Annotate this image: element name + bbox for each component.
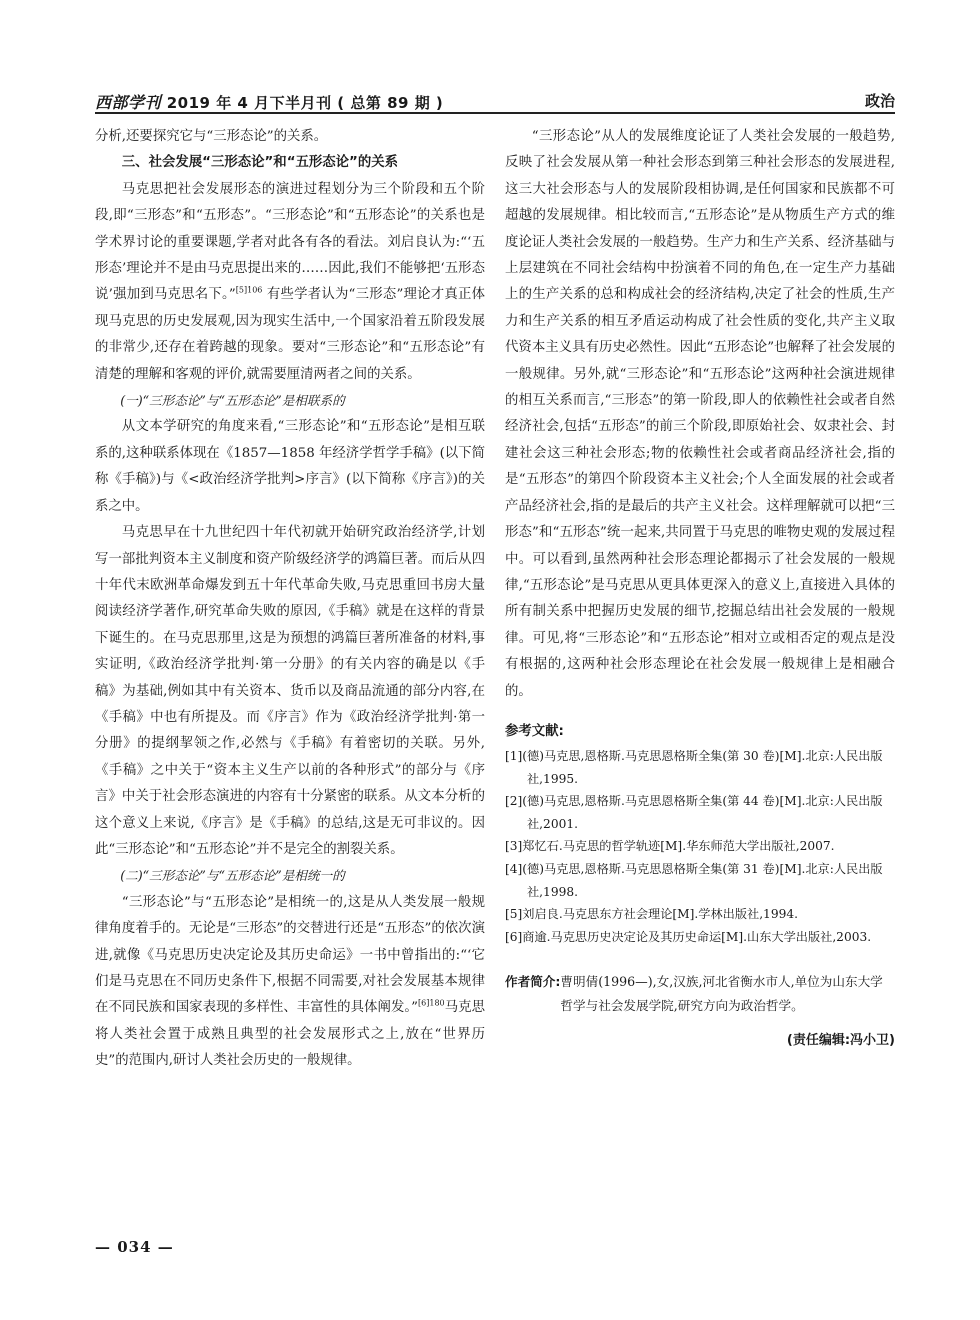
- reference-item: [3]郑忆石.马克思的哲学轨迹[M].华东师范大学出版社,2007.: [505, 839, 835, 854]
- paragraph: 从文本学研究的角度来看,“三形态论”和“五形态论”是相互联系的,这种联系体现在《1857—1858 年经济学哲学手稿》(以下简称《手稿》)与《<政治经济学批判>序言》(以下简称《序言》)的关系之中。: [95, 419, 485, 514]
- header-rule: [95, 112, 895, 114]
- paragraph-text: 马克思把社会发展形态的演进过程划分为三个阶段和五个阶段,即“三形态”和“五形态”。“三形态论”和“五形态论”的关系也是学术界讨论的重要课题,学者对此各有各的看法。刘启良认为:“‘五形态’理论并不是由马克思提出来的……因此,我们不能够把‘五形态说’强加到马克思名下。”: [95, 181, 485, 303]
- reference-item: [4](德)马克思,恩格斯.马克思恩格斯全集(第 31 卷)[M].北京:人民出版社,1998.: [505, 861, 883, 899]
- reference-item: [5]刘启良.马克思东方社会理论[M].学林出版社,1994.: [505, 907, 798, 922]
- reference-item: [6]商逾.马克思历史决定论及其历史命运[M].山东大学出版社,2003.: [505, 929, 872, 944]
- references-list: [505, 745, 895, 948]
- journal-issue-line: [95, 90, 443, 113]
- author-bio-label: 作者简介:: [505, 974, 561, 990]
- section-heading: 三、社会发展“三形态论”和“五形态论”的关系: [121, 155, 399, 171]
- subsection-heading: (一)“三形态论”与“五形态论”是相联系的: [120, 393, 345, 409]
- right-column: [505, 124, 895, 1055]
- reference-item: [1](德)马克思,恩格斯.马克思恩格斯全集(第 30 卷)[M].北京:人民出版社,1995.: [505, 748, 883, 786]
- issue-info: 2019 年 4 月下半月刊 ( 总第 89 期 ): [161, 94, 444, 112]
- journal-logo: 西部学刊: [95, 93, 162, 112]
- responsible-editor: (责任编辑:冯小卫): [786, 1033, 895, 1049]
- left-column: [95, 124, 485, 1075]
- citation-mark: [6]180: [418, 998, 445, 1008]
- paragraph: [95, 890, 485, 1075]
- references-title: 参考文献:: [505, 723, 564, 739]
- author-bio: [505, 970, 895, 1018]
- paragraph: [95, 177, 485, 388]
- paragraph: 马克思早在十九世纪四十年代初就开始研究政治经济学,计划写一部批判资本主义制度和资产阶级经济学的鸿篇巨著。而后从四十年代末欧洲革命爆发到五十年代革命失败,马克思重回书房大量阅读经济学著作,研究革命失败的原因,《手稿》就是在这样的背景下诞生的。在马克思那里,这是为预想的鸿篇巨著所准备的材料,事实证明,《政治经济学批判·第一分册》的有关内容的确是以《手稿》为基础,例如其中有关资本、货币以及商品流通的部分内容,在《手稿》中也有所提及。而《序言》作为《政治经济学批判·第一分册》的提纲挈领之作,必然与《手稿》有着密切的关联。另外,《手稿》之中关于“资本主义生产以前的各种形式”的部分与《序言》中关于社会形态演进的内容有十分紧密的联系。从文本分析的这个意义上来说,《序言》是《手稿》的总结,这是无可非议的。因此“三形态论”和“五形态论”并不是完全的割裂关系。: [95, 525, 485, 857]
- author-bio-text: 曹明倩(1996—),女,汉族,河北省衡水市人,单位为山东大学哲学与社会发展学院,研究方向为政治哲学。: [560, 974, 883, 1014]
- paragraph-text: 有些学者认为“三形态”理论才真正体现马克思的历史发展观,因为现实生活中,一个国家沿着五阶段发展的非常少,还存在着跨越的现象。要对“三形态论”和“五形态论”有清楚的理解和客观的评价,就需要厘清两者之间的关系。: [95, 287, 486, 382]
- paragraph-text: 马克思将人类社会置于成熟且典型的社会发展形式之上,放在“世界历史”的范围内,研讨人类社会历史的一般规律。: [95, 1000, 485, 1069]
- citation-mark: [5]106: [235, 285, 263, 295]
- paragraph-text: “三形态论”与“五形态论”是相统一的,这是从人类发展一般规律角度着手的。无论是“三形态”的交替进行还是“五形态”的依次演进,就像《马克思历史决定论及其历史命运》一书中曾指出的:“‘它们是马克思在不同历史条件下,根据不同需要,对社会发展基本规律在不同民族和国家表现的多样性、丰富性的具体阐发。”: [95, 894, 485, 1016]
- reference-item: [2](德)马克思,恩格斯.马克思恩格斯全集(第 44 卷)[M].北京:人民出版社,2001.: [505, 794, 883, 831]
- section-name: 政治: [864, 92, 895, 110]
- paragraph: “三形态论”从人的发展维度论证了人类社会发展的一般趋势,反映了社会发展从第一种社会形态到第三种社会形态的发展进程,这三大社会形态与人的发展阶段相协调,是任何国家和民族都不可超越的发展规律。相比较而言,“五形态论”是从物质生产方式的维度论证人类社会发展的一般趋势。生产力和生产关系、经济基础与上层建筑在不同社会结构中扮演着不同的角色,在一定生产力基础上的生产关系的总和构成社会的经济结构,决定了社会的性质,生产力和生产关系的相互矛盾运动构成了社会性质的变化,共产主义取代资本主义具有历史必然性。因此“五形态论”也解释了社会发展的一般规律。另外,就“三形态论”和“五形态论”这两种社会演进规律的相互关系而言,“三形态”的第一阶段,即人的依赖性社会或者自然经济社会,包括“五形态”的前三个阶段,即原始社会、奴隶社会、封建社会这三种社会形态;物的依赖性社会或者商品经济社会,指的是“五形态”的第四个阶段资本主义社会;个人全面发展的社会或者产品经济社会,指的是最后的共产主义社会。这样理解就可以把“三形态”和“五形态”统一起来,共同置于马克思的唯物史观的发展过程中。可以看到,虽然两种社会形态理论都揭示了社会发展的一般规律,“五形态论”是马克思从更具体更深入的意义上,直接进入具体的所有制关系中把握历史发展的细节,挖掘总结出社会发展的一般规律。可见,将“三形态论”和“五形态论”相对立或相否定的观点是没有根据的,这两种社会形态理论在社会发展一般规律上是相融合的。: [505, 129, 895, 699]
- page-number: — 034 —: [95, 1238, 174, 1256]
- running-header: [95, 90, 895, 114]
- paragraph: 分析,还要探究它与“三形态论”的关系。: [95, 129, 328, 144]
- subsection-heading: (二)“三形态论”与“五形态论”是相统一的: [120, 868, 345, 884]
